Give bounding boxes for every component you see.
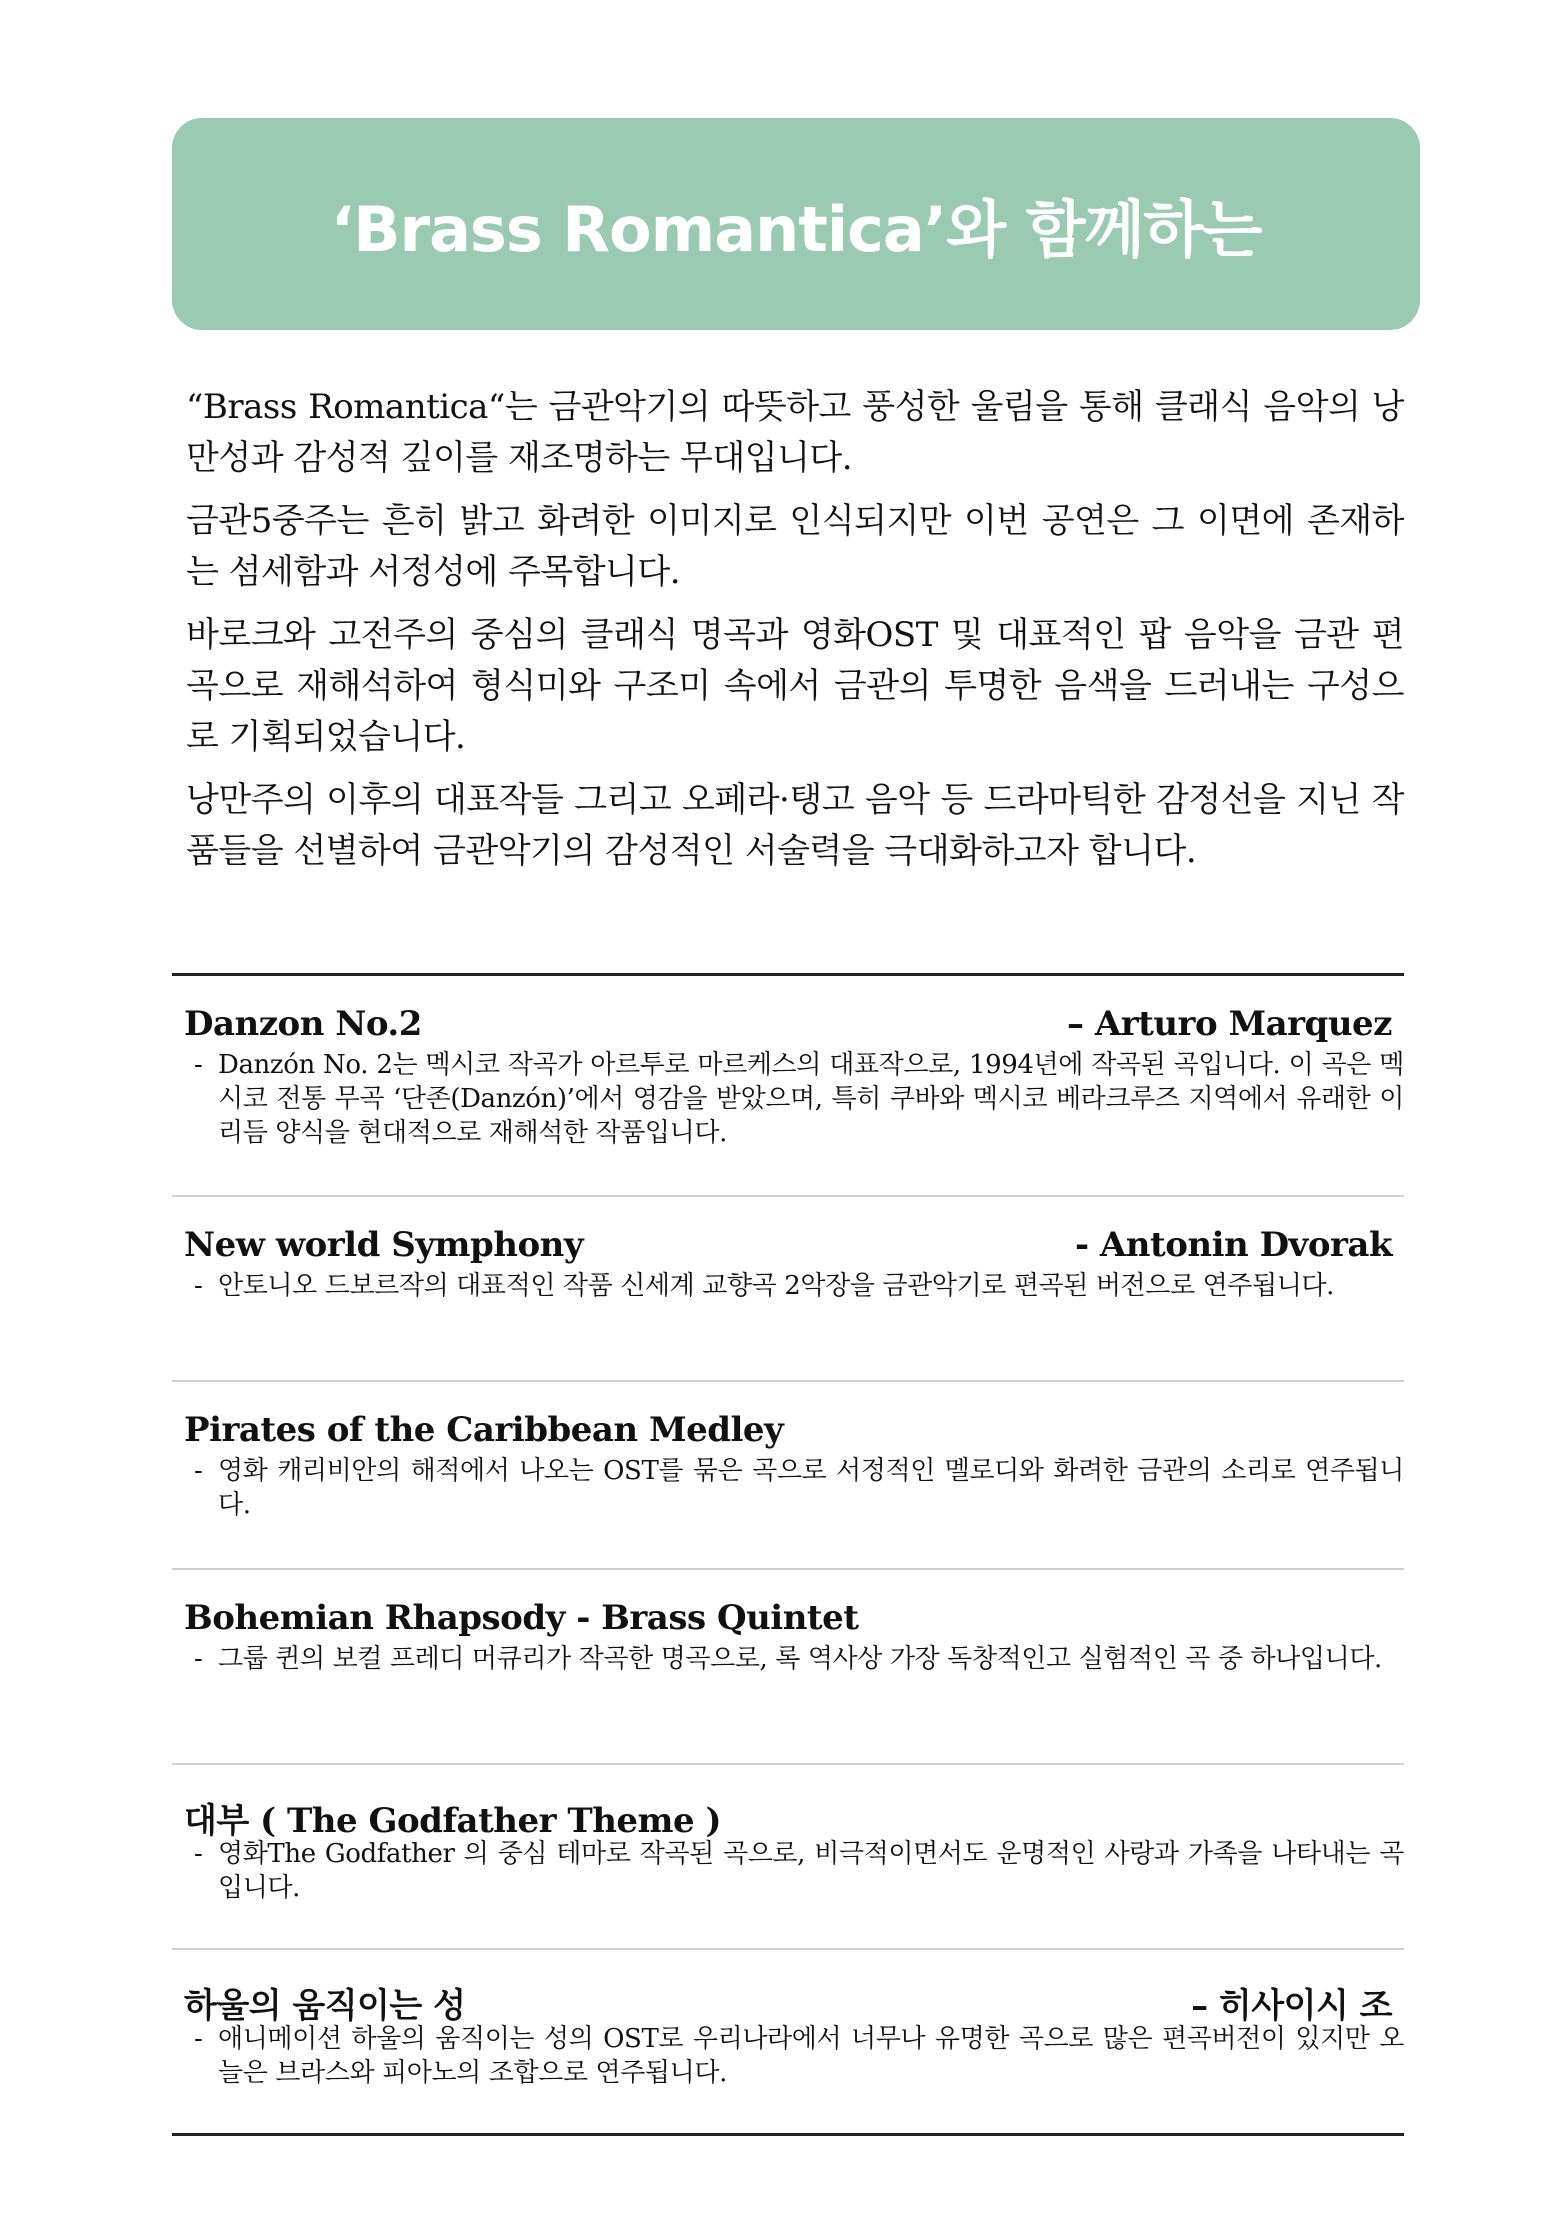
intro-section (186, 382, 1404, 889)
piece-title: New world Symphony (184, 1225, 584, 1265)
piece-description-text: 영화 캐리비안의 해적에서 나오는 OST를 묶은 곡으로 서정적인 멜로디와 화려한 금관의 소리로 연주됩니다. (218, 1456, 1404, 1520)
page-title: ‘Brass Romantica’와 함께하는 (330, 192, 1262, 266)
program-item-header (172, 1197, 1404, 1269)
piece-composer: – 히사이시 조 (1191, 1986, 1392, 2026)
piece-description (194, 1642, 1404, 1676)
bullet-dash: - (194, 1456, 203, 1486)
piece-title: Pirates of the Caribbean Medley (184, 1410, 784, 1450)
piece-description-text: Danzón No. 2는 멕시코 작곡가 아르투로 마르케스의 대표작으로, 1994년에 작곡된 곡입니다. 이 곡은 멕시코 전통 무곡 ‘단존(Danzón)’에서 영감을 받았으며, 특히 쿠바와 멕시코 베라크루즈 지역에서 유래한 이 리듬 양식을 현대적으로 재해석한 작품입니다. (218, 1050, 1404, 1148)
intro-paragraph: 낭만주의 이후의 대표작들 그리고 오페라·탱고 음악 등 드라마틱한 감정선을 지닌 작품들을 선별하여 금관악기의 감성적인 서술력을 극대화하고자 합니다. (186, 780, 1404, 871)
program-list (172, 973, 1404, 2136)
program-item (172, 1197, 1404, 1382)
piece-title: 대부 ( The Godfather Theme ) (184, 1801, 722, 1841)
piece-title: 하울의 움직이는 성 (184, 1986, 466, 2026)
piece-composer: – Arturo Marquez (1067, 1004, 1392, 1044)
program-item-header (172, 1765, 1404, 1841)
piece-description (194, 1269, 1404, 1303)
piece-description-text: 영화The Godfather 의 중심 테마로 작곡된 곡으로, 비극적이면서도 운명적인 사랑과 가족을 나타내는 곡입니다. (218, 1839, 1404, 1903)
piece-title: Bohemian Rhapsody - Brass Quintet (184, 1598, 859, 1638)
program-item (172, 1570, 1404, 1765)
bullet-dash: - (194, 2024, 203, 2054)
program-item-header (172, 1950, 1404, 2026)
program-item (172, 1950, 1404, 2136)
program-item-header (172, 976, 1404, 1048)
program-item (172, 976, 1404, 1197)
piece-description (194, 1837, 1404, 1905)
bullet-dash: - (194, 1271, 203, 1301)
bullet-dash: - (194, 1839, 203, 1869)
program-item-header (172, 1570, 1404, 1642)
bullet-dash: - (194, 1050, 203, 1080)
piece-description (194, 2022, 1404, 2090)
program-item (172, 1765, 1404, 1950)
program-item-header (172, 1382, 1404, 1454)
intro-paragraph: 바로크와 고전주의 중심의 클래식 명곡과 영화OST 및 대표적인 팝 음악을 금관 편곡으로 재해석하여 형식미와 구조미 속에서 금관의 투명한 음색을 드러내는 구성으로 기획되었습니다. (186, 615, 1404, 757)
piece-description-text: 안토니오 드보르작의 대표적인 작품 신세계 교향곡 2악장을 금관악기로 편곡된 버전으로 연주됩니다. (218, 1271, 1335, 1301)
intro-paragraph: 금관5중주는 흔히 밝고 화려한 이미지로 인식되지만 이번 공연은 그 이면에 존재하는 섬세함과 서정성에 주목합니다. (186, 501, 1404, 592)
program-item (172, 1382, 1404, 1570)
intro-paragraph: “Brass Romantica“는 금관악기의 따뜻하고 풍성한 울림을 통해 클래식 음악의 낭만성과 감성적 깊이를 재조명하는 무대입니다. (186, 387, 1404, 478)
piece-composer: - Antonin Dvorak (1074, 1225, 1392, 1265)
piece-title: Danzon No.2 (184, 1004, 422, 1044)
piece-description (194, 1454, 1404, 1522)
piece-description-text: 그룹 퀸의 보컬 프레디 머큐리가 작곡한 명곡으로, 록 역사상 가장 독창적인고 실험적인 곡 중 하나입니다. (218, 1644, 1382, 1674)
title-banner (172, 118, 1420, 330)
piece-description-text: 애니메이션 하울의 움직이는 성의 OST로 우리나라에서 너무나 유명한 곡으로 많은 편곡버전이 있지만 오늘은 브라스와 피아노의 조합으로 연주됩니다. (218, 2024, 1404, 2088)
bullet-dash: - (194, 1644, 203, 1674)
piece-description (194, 1048, 1404, 1150)
